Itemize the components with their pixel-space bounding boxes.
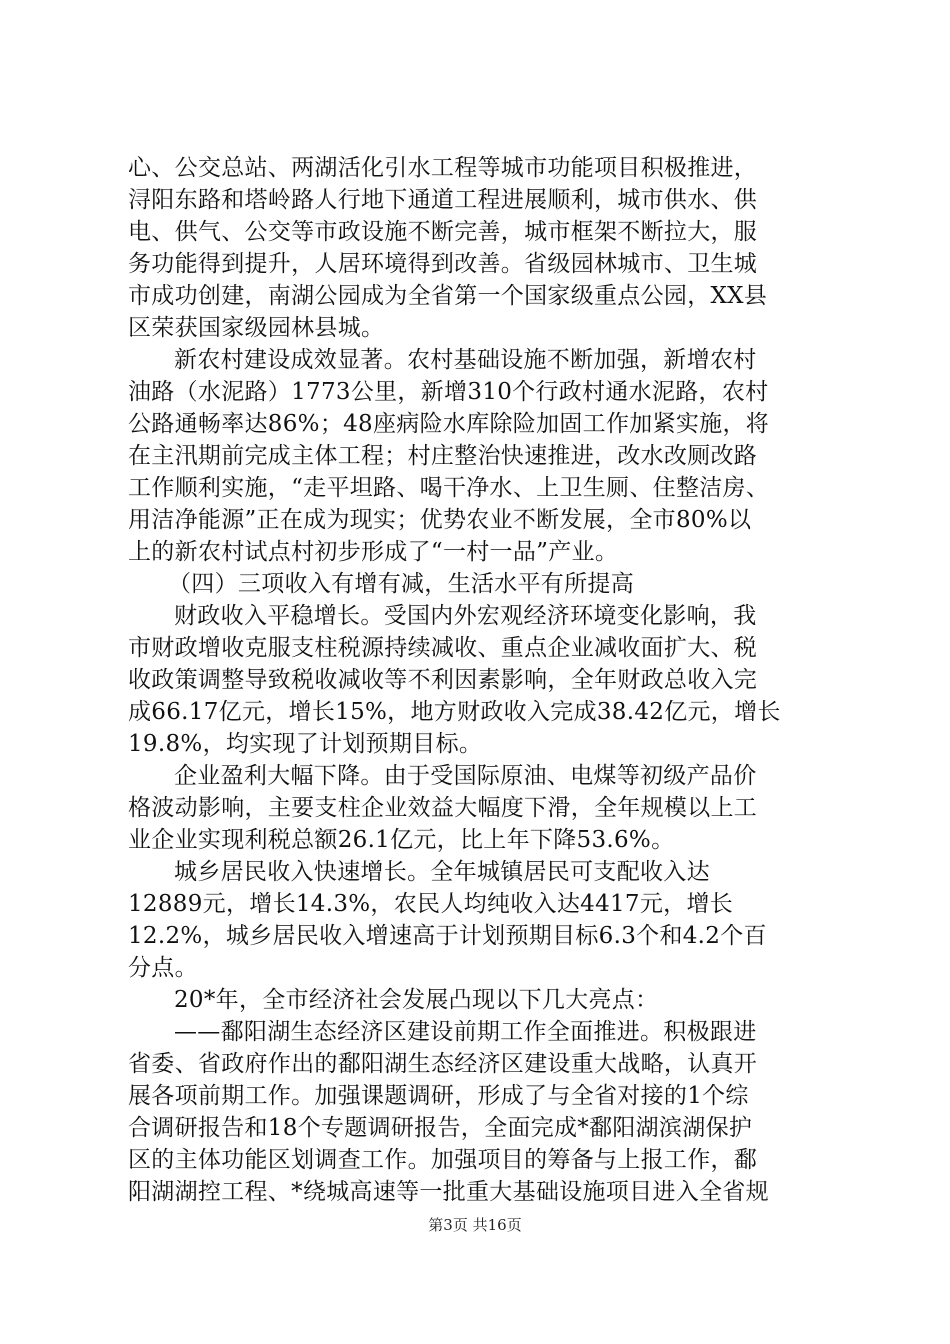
text-line: 市成功创建，南湖公园成为全省第一个国家级重点公园，XX县	[128, 283, 768, 309]
paragraph-start: 财政收入平稳增长。受国内外宏观经济环境变化影响，我	[174, 603, 757, 629]
paragraph-start: 城乡居民收入快速增长。全年城镇居民可支配收入达	[174, 859, 710, 885]
paragraph-start: 新农村建设成效显著。农村基础设施不断加强，新增农村	[174, 347, 757, 373]
text-line: 合调研报告和18个专题调研报告，全面完成*鄱阳湖滨湖保护	[128, 1115, 753, 1141]
paragraph-start: ——鄱阳湖生态经济区建设前期工作全面推进。积极跟进	[174, 1019, 757, 1045]
text-line: 收政策调整导致税收减收等不利因素影响，全年财政总收入完	[128, 667, 758, 693]
document-body	[128, 152, 824, 1208]
text-line: 省委、省政府作出的鄱阳湖生态经济区建设重大战略，认真开	[128, 1051, 758, 1077]
text-line: 阳湖湖控工程、*绕城高速等一批重大基础设施项目进入全省规	[128, 1179, 769, 1205]
text-line: 格波动影响，主要支柱企业效益大幅度下滑，全年规模以上工	[128, 795, 758, 821]
section-heading: （四）三项收入有增有减，生活水平有所提高	[168, 571, 634, 597]
text-line: 区荣获国家级园林县城。	[128, 315, 385, 341]
text-line: 展各项前期工作。加强课题调研，形成了与全省对接的1个综	[128, 1083, 749, 1109]
text-line: 电、供气、公交等市政设施不断完善，城市框架不断拉大，服	[128, 219, 758, 245]
text-line: 公路通畅率达86%；48座病险水库除险加固工作加紧实施，将	[128, 411, 770, 437]
text-line: 成66.17亿元，增长15%，地方财政收入完成38.42亿元，增长	[128, 699, 781, 725]
text-line: 区的主体功能区划调查工作。加强项目的筹备与上报工作，鄱	[128, 1147, 758, 1173]
text-line: 业企业实现利税总额26.1亿元，比上年下降53.6%。	[128, 827, 675, 853]
text-line: 19.8%，均实现了计划预期目标。	[128, 731, 483, 757]
text-line: 分点。	[128, 955, 198, 981]
text-line: 12.2%，城乡居民收入增速高于计划预期目标6.3个和4.2个百	[128, 923, 767, 949]
text-line: 务功能得到提升，人居环境得到改善。省级园林城市、卫生城	[128, 251, 758, 277]
paragraph-start: 企业盈利大幅下降。由于受国际原油、电煤等初级产品价	[174, 763, 757, 789]
page-footer: 第3页 共16页	[428, 1216, 522, 1234]
text-line: 12889元，增长14.3%，农民人均纯收入达4417元，增长	[128, 891, 734, 917]
text-line: 在主汛期前完成主体工程；村庄整治快速推进，改水改厕改路	[128, 443, 758, 469]
text-line: 浔阳东路和塔岭路人行地下通道工程进展顺利，城市供水、供	[128, 187, 758, 213]
text-line: 市财政增收克服支柱税源持续减收、重点企业减收面扩大、税	[128, 635, 758, 661]
text-line: 心、公交总站、两湖活化引水工程等城市功能项目积极推进，	[128, 155, 758, 181]
text-line: 油路（水泥路）1773公里，新增310个行政村通水泥路，农村	[128, 379, 769, 405]
text-line: 上的新农村试点村初步形成了“一村一品”产业。	[128, 539, 619, 565]
text-line: 工作顺利实施，“走平坦路、喝干净水、上卫生厕、住整洁房、	[128, 475, 770, 501]
text-line: 用洁净能源”正在成为现实；优势农业不断发展，全市80%以	[128, 507, 752, 533]
paragraph-start: 20*年，全市经济社会发展凸现以下几大亮点：	[174, 987, 659, 1013]
